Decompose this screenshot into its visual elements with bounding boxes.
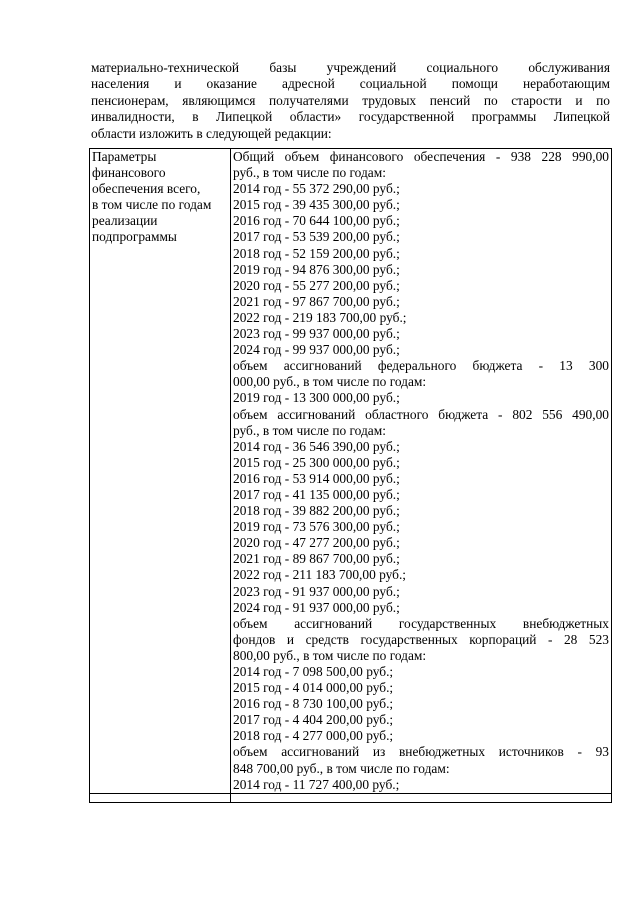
financing-line: 2017 год - 53 539 200,00 руб.; [233, 229, 400, 245]
financing-line: 2014 год - 36 546 390,00 руб.; [233, 438, 400, 454]
financing-line: фондов и средств государственных корпораций - 28 523 [233, 631, 609, 647]
financing-line: объем ассигнований из внебюджетных источников - 93 [233, 744, 609, 760]
financing-line: Общий объем финансового обеспечения - 938 228 990,00 [233, 149, 609, 164]
intro-paragraph [91, 60, 610, 142]
financing-line: руб., в том числе по годам: [233, 165, 386, 181]
parameter-value-cell [231, 149, 612, 794]
parameter-name-line: финансового [92, 165, 166, 181]
financing-line: 2023 год - 99 937 000,00 руб.; [233, 326, 400, 342]
financing-line: 2024 год - 91 937 000,00 руб.; [233, 599, 400, 615]
financing-line: 2020 год - 55 277 200,00 руб.; [233, 277, 400, 293]
financing-line: 2016 год - 70 644 100,00 руб.; [233, 213, 400, 229]
financing-line: 2021 год - 97 867 700,00 руб.; [233, 293, 400, 309]
empty-cell [231, 793, 612, 802]
empty-cell [90, 793, 231, 802]
financing-line: 2019 год - 13 300 000,00 руб.; [233, 390, 400, 406]
financing-line: 2024 год - 99 937 000,00 руб.; [233, 342, 400, 358]
parameter-name-line: реализации [92, 213, 158, 229]
financing-line: 2017 год - 4 404 200,00 руб.; [233, 712, 394, 728]
financing-line: 2018 год - 52 159 200,00 руб.; [233, 245, 400, 261]
financing-line: 2018 год - 4 277 000,00 руб.; [233, 728, 394, 744]
parameter-name-line: подпрограммы [92, 229, 177, 245]
financing-line: 2014 год - 55 372 290,00 руб.; [233, 181, 400, 197]
financing-line: 2022 год - 219 183 700,00 руб.; [233, 309, 407, 325]
financing-line: 2022 год - 211 183 700,00 руб.; [233, 567, 407, 583]
financing-line: 2018 год - 39 882 200,00 руб.; [233, 503, 400, 519]
financing-line: 2023 год - 91 937 000,00 руб.; [233, 583, 400, 599]
table-row-continuation [90, 793, 612, 802]
financing-line: 2017 год - 41 135 000,00 руб.; [233, 486, 400, 502]
intro-line: области изложить в следующей редакции: [91, 125, 332, 141]
financing-line: 2021 год - 89 867 700,00 руб.; [233, 551, 400, 567]
parameter-name-cell [90, 149, 231, 794]
intro-line: инвалидности, в Липецкой области» государственной программы Липецкой [91, 109, 610, 125]
financing-line: 2020 год - 47 277 200,00 руб.; [233, 535, 400, 551]
financing-line: 2019 год - 73 576 300,00 руб.; [233, 519, 400, 535]
financing-line: 2015 год - 4 014 000,00 руб.; [233, 680, 394, 696]
parameter-name-line: обеспечения всего, [92, 181, 201, 197]
financing-line: объем ассигнований государственных внебюджетных [233, 615, 609, 631]
financing-line: 2015 год - 39 435 300,00 руб.; [233, 197, 400, 213]
parameter-name-line: в том числе по годам [92, 197, 212, 213]
financing-line: 2016 год - 53 914 000,00 руб.; [233, 470, 400, 486]
financing-line: 2014 год - 7 098 500,00 руб.; [233, 664, 394, 679]
financing-line: 848 700,00 руб., в том числе по годам: [233, 760, 450, 776]
parameter-name-line: Параметры [92, 149, 157, 164]
financing-line: 2019 год - 94 876 300,00 руб.; [233, 261, 400, 277]
table-row [90, 149, 612, 794]
financing-line: 800,00 руб., в том числе по годам: [233, 647, 427, 663]
financing-line: 2016 год - 8 730 100,00 руб.; [233, 696, 394, 712]
financing-line: объем ассигнований федерального бюджета - 13 300 [233, 358, 609, 374]
intro-line: материально-технической базы учреждений социального обслуживания [91, 60, 610, 75]
intro-line: населения и оказание адресной социальной помощи неработающим [91, 76, 610, 92]
intro-line: пенсионерам, являющимся получателями трудовых пенсий по старости и по [91, 92, 610, 108]
financing-line: 000,00 руб., в том числе по годам: [233, 374, 427, 390]
financing-parameters-table [89, 148, 612, 803]
financing-line: 2014 год - 11 727 400,00 руб.; [233, 776, 400, 792]
financing-line: 2015 год - 25 300 000,00 руб.; [233, 454, 400, 470]
financing-line: руб., в том числе по годам: [233, 422, 386, 438]
financing-line: объем ассигнований областного бюджета - 802 556 490,00 [233, 406, 609, 422]
